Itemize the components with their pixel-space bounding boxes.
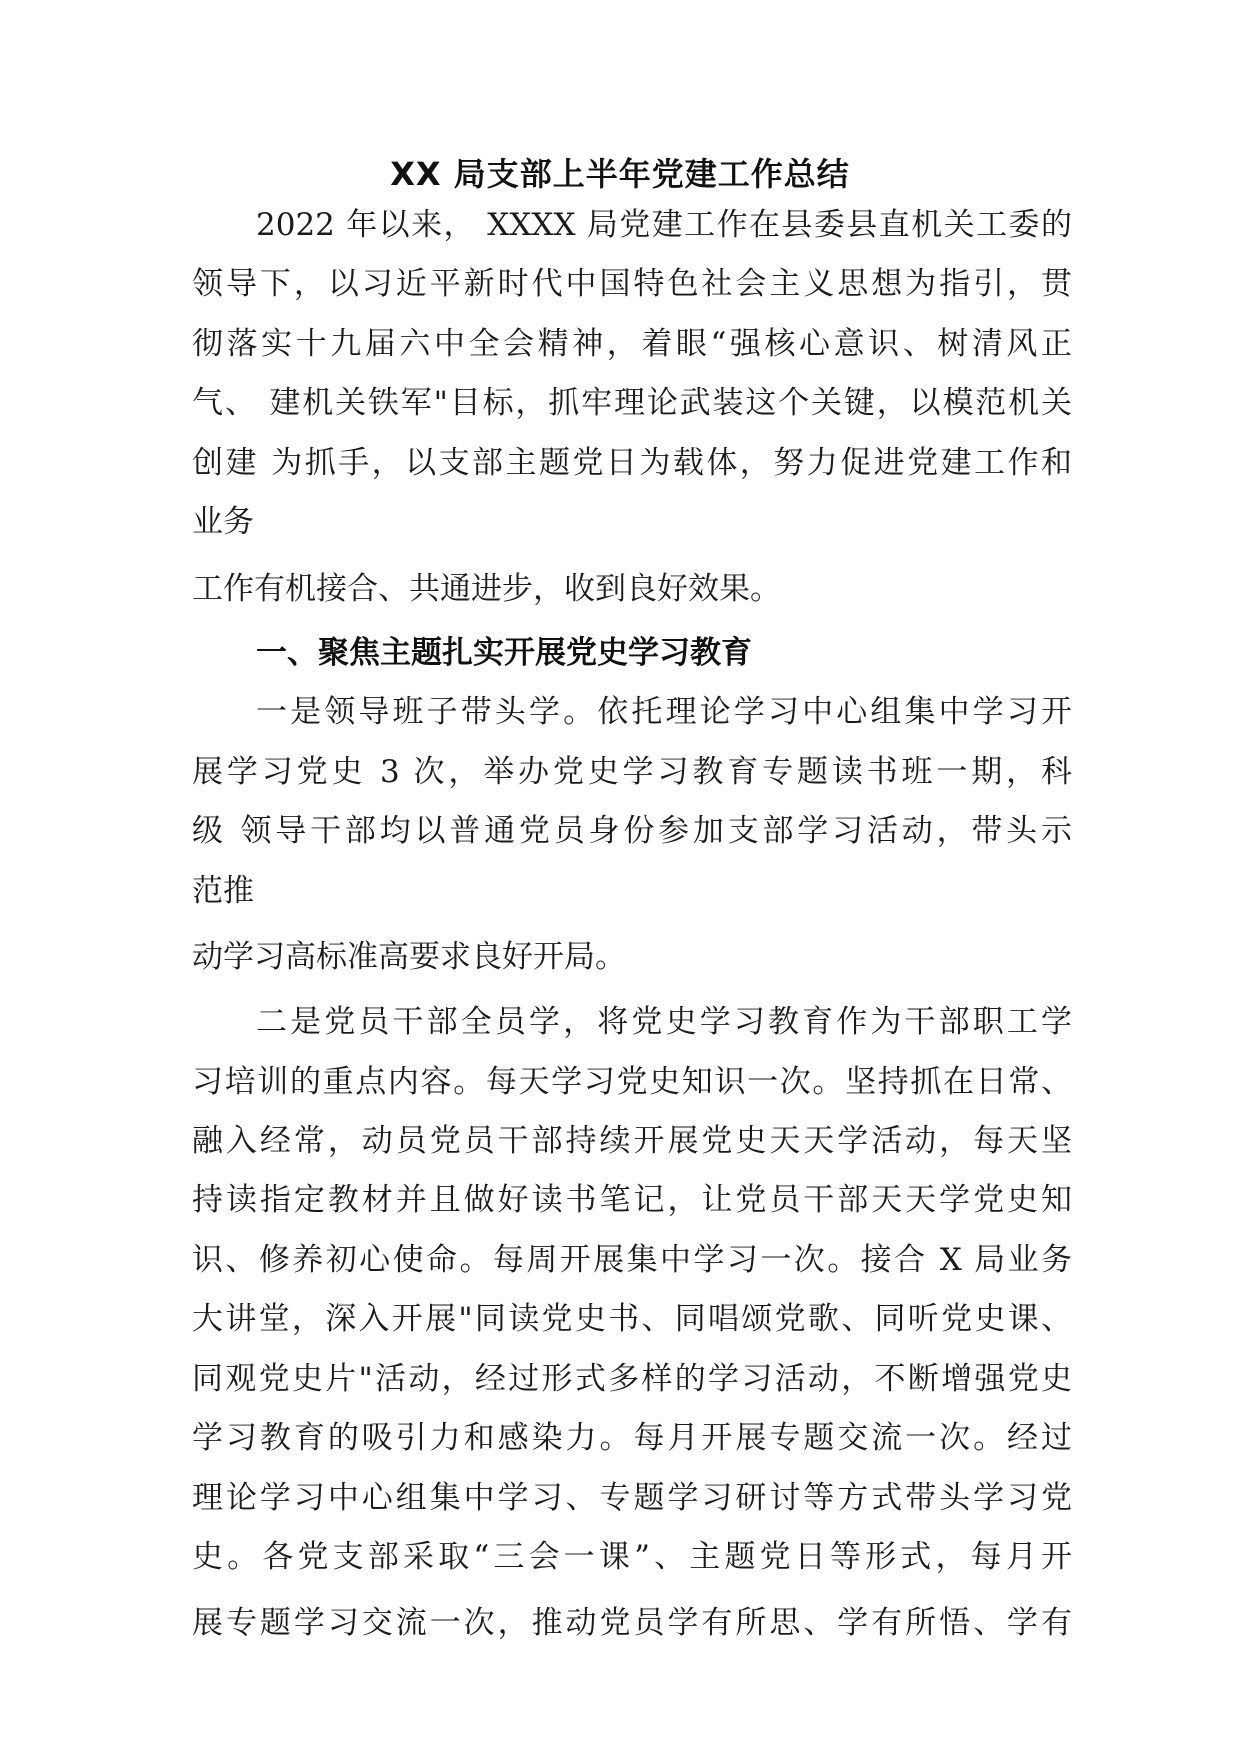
para2-line-3: 融入经常，动员党员干部持续开展党史天天学活动，每天坚 xyxy=(192,1123,1072,1159)
para1-line-5: 动学习高标准高要求良好开局。 xyxy=(192,939,626,975)
intro-line-1: 2022 年以来， XXXX 局党建工作在县委县直机关工委的 xyxy=(256,207,1072,243)
section-heading: 一、聚焦主题扎实开展党史学习教育 xyxy=(256,635,752,671)
para2-line-7: 同观党史片"活动，经过形式多样的学习活动，不断增强党史 xyxy=(192,1361,1072,1397)
intro-line-5: 创建 为抓手，以支部主题党日为载体，努力促进党建工作和 xyxy=(192,445,1072,481)
intro-line-7: 工作有机接合、共通进步，收到良好效果。 xyxy=(192,571,781,607)
para2-line-2: 习培训的重点内容。每天学习党史知识一次。坚持抓在日常、 xyxy=(192,1064,1072,1100)
intro-line-2: 领导下，以习近平新时代中国特色社会主义思想为指引，贯 xyxy=(192,266,1072,302)
para2-line-9: 理论学习中心组集中学习、专题学习研讨等方式带头学习党 xyxy=(192,1480,1072,1516)
para1-line-3: 级 领导干部均以普通党员身份参加支部学习活动，带头示 xyxy=(192,813,1072,849)
para2-line-1: 二是党员干部全员学，将党史学习教育作为干部职工学 xyxy=(256,1004,1072,1040)
para1-line-4: 范推 xyxy=(192,873,254,909)
intro-line-4: 气、 建机关铁军"目标，抓牢理论武装这个关键，以模范机关 xyxy=(192,385,1072,421)
para2-line-4: 持读指定教材并且做好读书笔记，让党员干部天天学党史知 xyxy=(192,1182,1072,1218)
intro-line-6: 业务 xyxy=(192,504,254,540)
para2-line-11: 展专题学习交流一次，推动党员学有所思、学有所悟、学有 xyxy=(192,1605,1072,1641)
document-title: XX 局支部上半年党建工作总结 xyxy=(390,155,850,193)
para2-line-8: 学习教育的吸引力和感染力。每月开展专题交流一次。经过 xyxy=(192,1420,1072,1456)
para1-line-2: 展学习党史 3 次，举办党史学习教育专题读书班一期，科 xyxy=(192,754,1072,790)
para2-line-5: 识、修养初心使命。每周开展集中学习一次。接合 X 局业务 xyxy=(192,1242,1072,1278)
para2-line-6: 大讲堂，深入开展"同读党史书、同唱颂党歌、同听党史课、 xyxy=(192,1301,1072,1337)
para1-line-1: 一是领导班子带头学。依托理论学习中心组集中学习开 xyxy=(256,694,1072,730)
para2-line-10: 史。各党支部采取“三会一课”、主题党日等形式，每月开 xyxy=(192,1539,1072,1575)
intro-line-3: 彻落实十九届六中全会精神，着眼“强核心意识、树清风正 xyxy=(192,326,1072,362)
